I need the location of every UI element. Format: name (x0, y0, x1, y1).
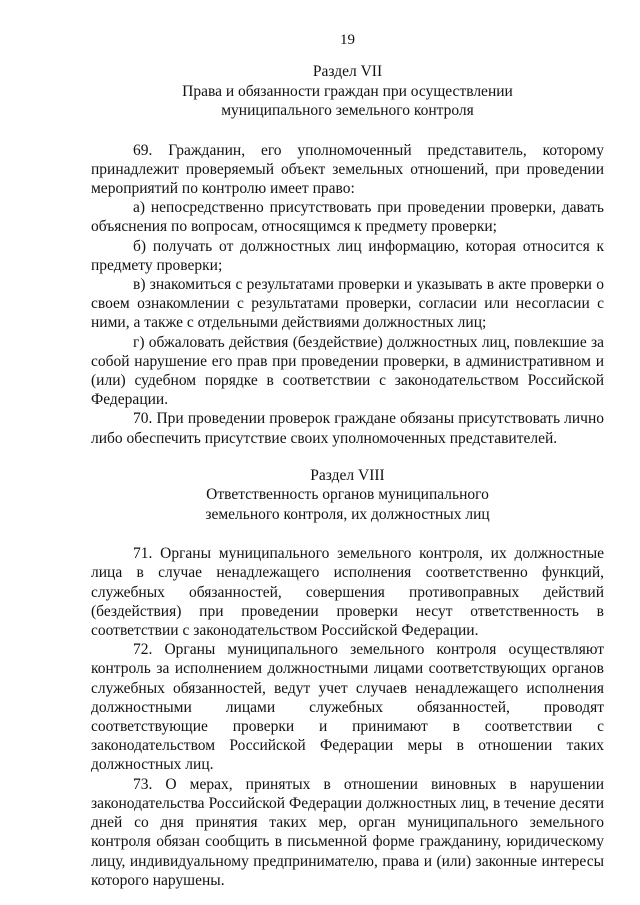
subparagraph-g: г) обжаловать действия (бездействие) должностных лиц, повлекшие за собой нарушение его прав при проведении проверки, в административном и (или) судебном порядке в соответствии с законодательством Российской Федерации. (91, 333, 604, 409)
section-heading (91, 466, 604, 525)
paragraph-71: 71. Органы муниципального земельного контроля, их должностные лица в случае ненадлежащего исполнения соответственно функций, служебных обязанностей, совершения противоправных действий (бездействия) при проведении проверки несут ответственность в соответствии с законодательством Российской Федерации. (91, 545, 604, 640)
section-vii (91, 62, 604, 448)
paragraph-73: 73. О мерах, принятых в отношении виновных в нарушении законодательства Российской Федерации должностных лиц, в течение десяти дней со дня принятия таких мер, орган муниципального земельного контроля обязан сообщить в письменной форме гражданину, юридическому лицу, индивидуальному предпринимателю, права и (или) законные интересы которого нарушены. (91, 775, 604, 889)
paragraph-69: 69. Гражданин, его уполномоченный представитель, которому принадлежит проверяемый объект земельных отношений, при проведении мероприятий по контролю имеет право: (91, 141, 604, 197)
section-viii (91, 466, 604, 890)
section-title-line: муниципального земельного контроля (221, 102, 474, 119)
section-number: Раздел VIII (310, 466, 385, 484)
subparagraph-a: а) непосредственно присутствовать при проведении проверки, давать объяснения по вопросам, относящимся к предмету проверки; (91, 199, 604, 236)
section-title-line: земельного контроля, их должностных лиц (205, 505, 490, 523)
paragraph-70: 70. При проведении проверок граждане обязаны присутствовать лично либо обеспечить присутствие своих уполномоченных представителей. (91, 410, 604, 447)
subparagraph-b: б) получать от должностных лиц информацию, которая относится к предмету проверки; (91, 237, 604, 274)
section-heading (91, 62, 604, 121)
section-number: Раздел VII (312, 63, 383, 80)
subparagraph-v: в) знакомиться с результатами проверки и указывать в акте проверки о своем ознакомлении с результатами проверки, согласии или несогласии с ними, а также с отдельными действиями должностных лиц; (91, 275, 604, 332)
paragraph-72: 72. Органы муниципального земельного контроля осуществляют контроль за исполнением должностными лицами соответствующих органов служебных обязанностей, ведут учет случаев ненадлежащего исполнения должностными лицами служебных обязанностей, проводят соответствующие проверки и принимают в соответствии с законодательством Российской Федерации меры в отношении таких должностных лиц. (91, 641, 604, 774)
section-title-line: Ответственность органов муниципального (206, 486, 489, 504)
page-number: 19 (340, 32, 355, 48)
section-title-line: Права и обязанности граждан при осуществлении (182, 82, 513, 100)
